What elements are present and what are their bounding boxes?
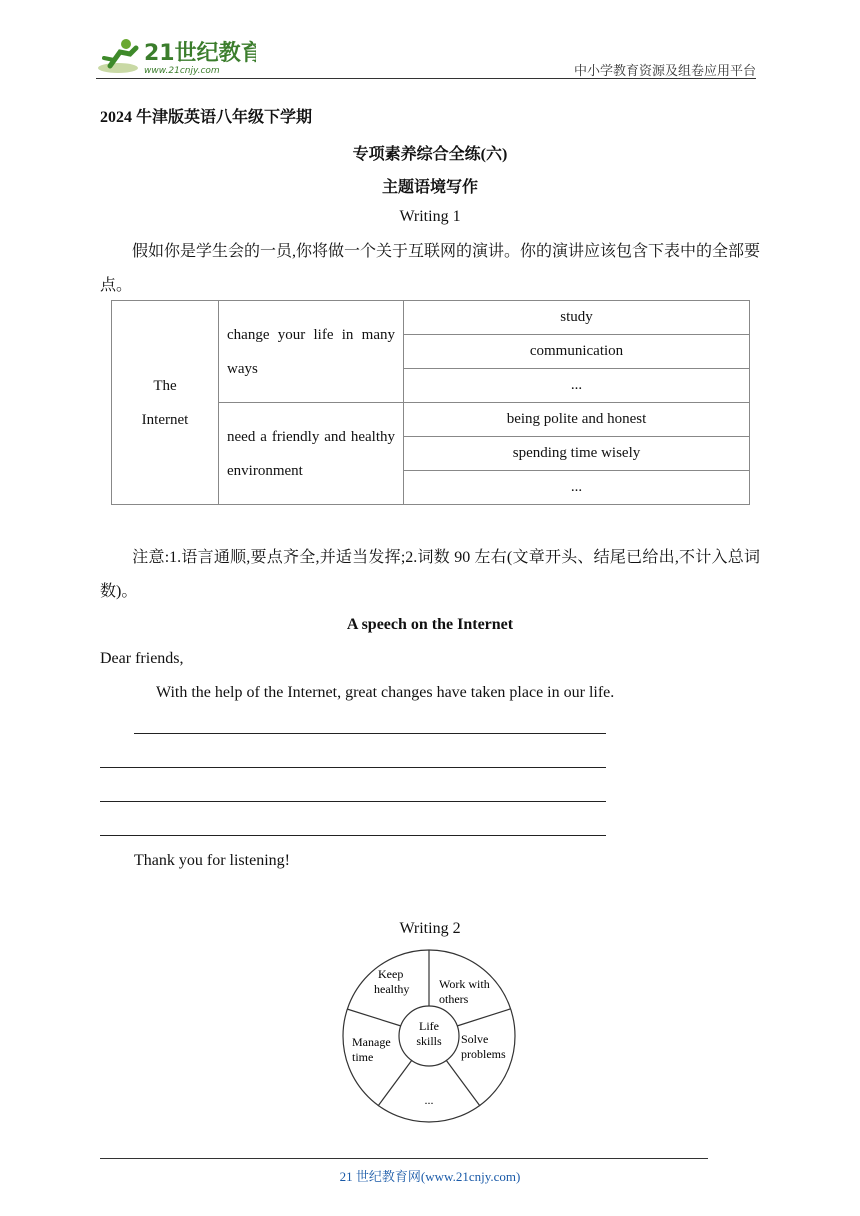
table-subject: The Internet: [112, 301, 219, 505]
table-item: ...: [404, 471, 750, 505]
logo-name: 21世纪教育: [144, 41, 256, 66]
speech-greeting: Dear friends,: [100, 650, 184, 667]
footer-link[interactable]: 21 世纪教育网(www.21cnjy.com): [339, 1169, 521, 1184]
points-table: [111, 300, 750, 505]
segment-label: problems: [461, 1047, 506, 1061]
doc-heading: 2024 牛津版英语八年级下学期: [100, 109, 313, 126]
header-divider: [96, 78, 756, 79]
segment-label: ...: [424, 1093, 434, 1107]
segment-label: time: [352, 1050, 374, 1064]
table-group-heading: need a friendly and healthy environment: [219, 403, 404, 505]
platform-name: 中小学教育资源及组卷应用平台: [573, 64, 756, 79]
writing2-label: Writing 2: [399, 920, 461, 937]
table-item: communication: [404, 335, 750, 369]
segment-label: others: [439, 992, 469, 1006]
writing-line[interactable]: [100, 801, 606, 802]
segment-label: Work with: [439, 977, 490, 991]
center-label-line2: skills: [416, 1034, 442, 1048]
table-item: spending time wisely: [404, 437, 750, 471]
site-logo: [96, 36, 256, 80]
logo-url: www.21cnjy.com: [144, 66, 220, 76]
writing-line[interactable]: [100, 767, 606, 768]
segment-label: Manage: [352, 1035, 391, 1049]
table-item: study: [404, 301, 750, 335]
segment-label: Keep: [378, 967, 404, 981]
speech-title: A speech on the Internet: [346, 616, 514, 633]
life-skills-diagram: [340, 944, 520, 1126]
writing1-note: 注意:1.语言通顺,要点齐全,并适当发挥;2.词数 90 左右(文章开头、结尾已给出,不计入总词数)。: [100, 549, 760, 600]
doc-subtitle: 专项素养综合全练(六): [352, 146, 508, 163]
writing-line[interactable]: [100, 835, 606, 836]
doc-topic: 主题语境写作: [381, 179, 478, 196]
writing-line[interactable]: [134, 733, 606, 734]
speech-opening: With the help of the Internet, great changes have taken place in our life.: [156, 684, 615, 701]
speech-closing: Thank you for listening!: [134, 852, 290, 869]
segment-label: Solve: [461, 1032, 489, 1046]
center-label-line1: Life: [419, 1019, 439, 1033]
table-item: being polite and honest: [404, 403, 750, 437]
footer-divider: [100, 1158, 708, 1159]
table-item: ...: [404, 369, 750, 403]
table-group-heading: change your life in many ways: [219, 301, 404, 403]
writing1-label: Writing 1: [399, 208, 461, 225]
writing1-prompt: 假如你是学生会的一员,你将做一个关于互联网的演讲。你的演讲应该包含下表中的全部要点。: [100, 243, 761, 294]
segment-label: healthy: [374, 982, 410, 996]
